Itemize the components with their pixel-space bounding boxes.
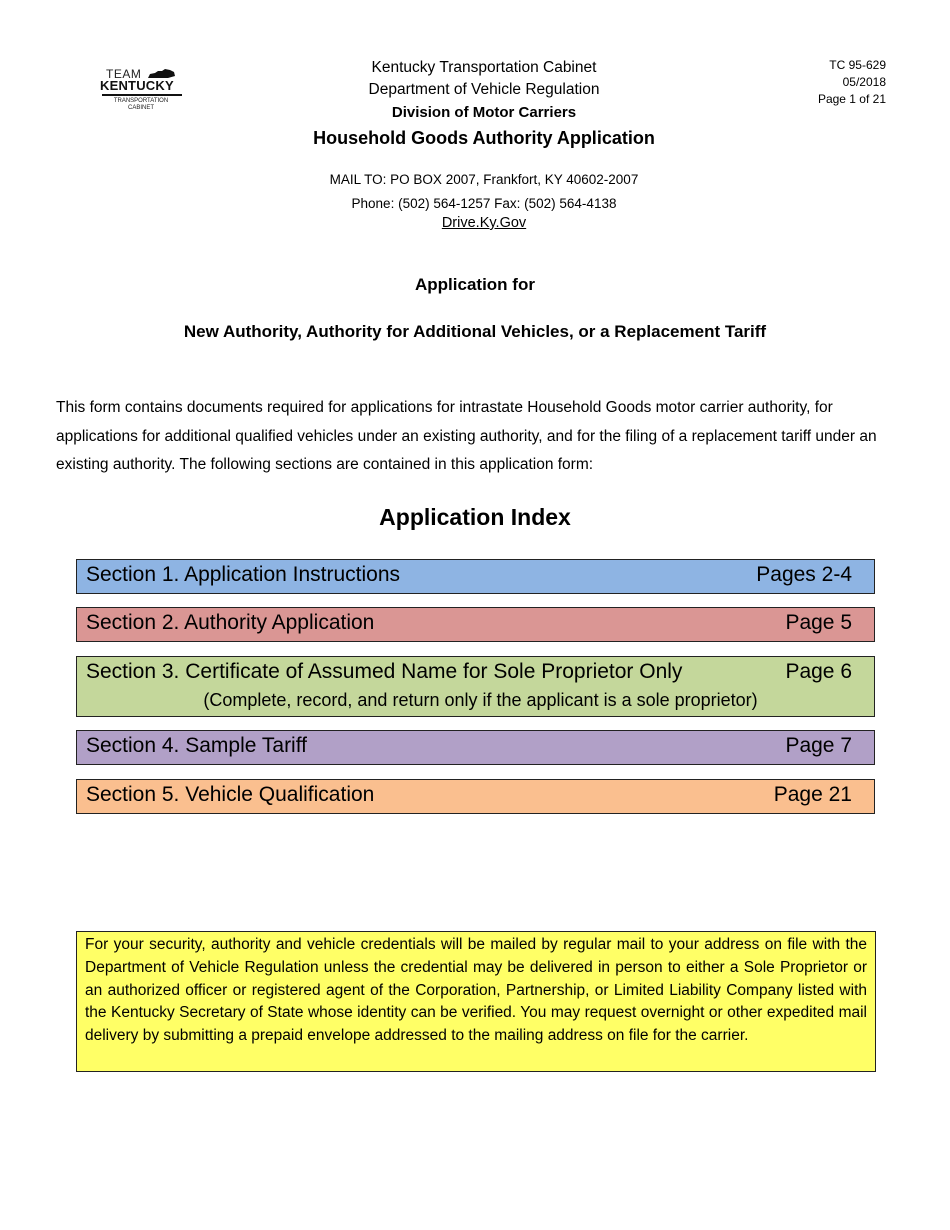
application-title-line1: Application for: [415, 275, 535, 294]
index-section-2: [76, 607, 875, 642]
section-name: Section 4. Sample Tariff: [86, 734, 308, 757]
header-division: Division of Motor Carriers: [391, 104, 577, 121]
section-name: Section 2. Authority Application: [86, 611, 375, 634]
page-number: Page 1 of 21: [817, 92, 886, 106]
index-section-3: [76, 656, 875, 717]
section-name: Section 3. Certificate of Assumed Name for Sole Proprietor Only: [86, 660, 683, 683]
form-number: TC 95-629: [829, 58, 886, 72]
section-pages: Page 5: [785, 611, 852, 634]
website-line: [250, 215, 718, 231]
section-pages: Pages 2-4: [756, 563, 852, 586]
section-note: (Complete, record, and return only if the applicant is a sole proprietor): [203, 690, 758, 710]
logo-state-text: KENTUCKY: [100, 78, 174, 93]
phone-fax: Phone: (502) 564-1257 Fax: (502) 564-4138: [351, 196, 617, 211]
form-title: Household Goods Authority Application: [313, 128, 655, 148]
index-section-1: [76, 559, 875, 594]
form-date: 05/2018: [842, 75, 886, 89]
security-notice: For your security, authority and vehicle credentials will be mailed by regular mail to your address on file with the Department of Vehicle Regulation unless the credential may be delivered in person to either a Sole Proprietor or an authorized officer or registered agent of the Corporation, Partnership, or Limited Liability Company listed with the Kentucky Secretary of State whose identity can be verified. You may request overnight or other expedited mail delivery by submitting a prepaid envelope addressed to the mailing address on file for the carrier.: [76, 931, 876, 1072]
header-department: Department of Vehicle Regulation: [368, 81, 600, 98]
header-cabinet: Kentucky Transportation Cabinet: [371, 59, 597, 76]
application-title-line2: New Authority, Authority for Additional Vehicles, or a Replacement Tariff: [183, 322, 767, 341]
logo-cabinet-text: TRANSPORTATION CABINET: [113, 98, 169, 111]
section-name: Section 5. Vehicle Qualification: [86, 783, 375, 806]
team-kentucky-logo: [96, 66, 188, 116]
application-index-heading: Application Index: [379, 504, 571, 530]
section-pages: Page 7: [785, 734, 852, 757]
section-pages: Page 21: [773, 783, 852, 806]
form-meta: [818, 57, 886, 108]
website-link[interactable]: Drive.Ky.Gov: [441, 215, 527, 231]
mailing-address: MAIL TO: PO BOX 2007, Frankfort, KY 40602-2007: [329, 172, 639, 187]
section-name: Section 1. Application Instructions: [86, 563, 401, 586]
section-pages: Page 6: [785, 660, 852, 683]
intro-paragraph: This form contains documents required for applications for intrastate Household Goods motor carrier authority, for applications for additional qualified vehicles under an existing authority, and for the filing of a replacement tariff under an existing authority. The following sections are contained in this application form:: [56, 399, 877, 473]
index-section-5: [76, 779, 875, 814]
index-section-4: [76, 730, 875, 765]
logo-team-text: TEAM: [106, 67, 142, 81]
logo-divider: [102, 94, 182, 96]
